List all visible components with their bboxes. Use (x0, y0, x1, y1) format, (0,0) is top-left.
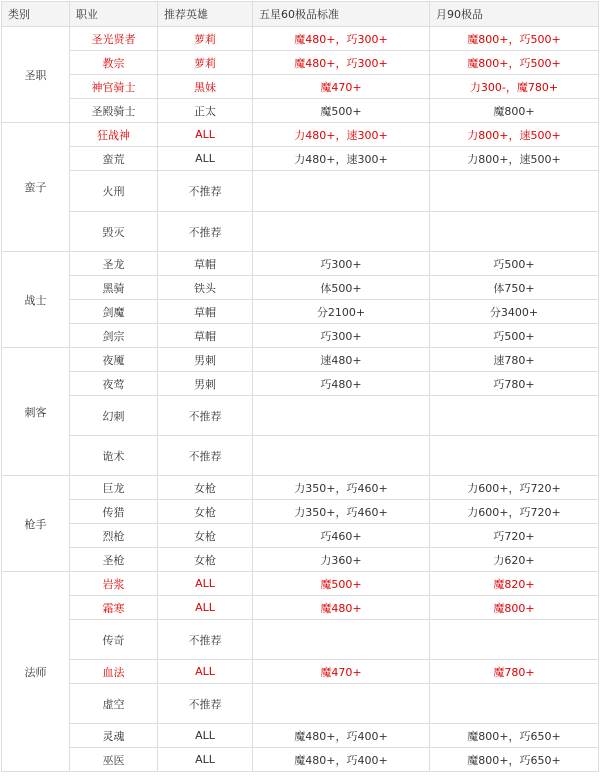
header-recommended-hero: 推荐英雄 (158, 2, 253, 27)
table-body (2, 27, 599, 772)
table-row (2, 548, 599, 572)
job-cell: 狂战神 (70, 123, 158, 147)
table-row (2, 300, 599, 324)
job-cell: 黑骑 (70, 276, 158, 300)
table-row (2, 276, 599, 300)
table-row (2, 748, 599, 772)
five-star-60-cell: 分2100+ (253, 300, 430, 324)
header-month-90: 月90极品 (430, 2, 599, 27)
month-90-cell (430, 171, 599, 212)
five-star-60-cell: 巧480+ (253, 372, 430, 396)
job-cell: 传奇 (70, 620, 158, 660)
table-row (2, 171, 599, 212)
category-cell: 战士 (2, 252, 70, 348)
hero-cell: 黑妹 (158, 75, 253, 99)
job-cell: 巫医 (70, 748, 158, 772)
five-star-60-cell: 力360+ (253, 548, 430, 572)
hero-cell: ALL (158, 724, 253, 748)
table-row (2, 596, 599, 620)
five-star-60-cell: 魔480+，巧400+ (253, 724, 430, 748)
job-cell: 夜莺 (70, 372, 158, 396)
hero-cell: 草帽 (158, 252, 253, 276)
hero-cell: 铁头 (158, 276, 253, 300)
hero-cell: ALL (158, 572, 253, 596)
job-cell: 巨龙 (70, 476, 158, 500)
table-row (2, 147, 599, 171)
five-star-60-cell: 力480+，速300+ (253, 123, 430, 147)
job-cell: 教宗 (70, 51, 158, 75)
job-cell: 神官骑士 (70, 75, 158, 99)
month-90-cell: 力300-，魔780+ (430, 75, 599, 99)
month-90-cell: 魔800+ (430, 596, 599, 620)
job-cell: 圣枪 (70, 548, 158, 572)
table-row (2, 99, 599, 123)
month-90-cell (430, 436, 599, 476)
hero-cell: 不推荐 (158, 620, 253, 660)
table-row (2, 123, 599, 147)
job-cell: 圣光贤者 (70, 27, 158, 51)
five-star-60-cell: 魔480+，巧300+ (253, 51, 430, 75)
table-row (2, 324, 599, 348)
five-star-60-cell (253, 171, 430, 212)
hero-cell: ALL (158, 123, 253, 147)
month-90-cell: 魔800+，巧650+ (430, 748, 599, 772)
five-star-60-cell (253, 620, 430, 660)
month-90-cell: 魔820+ (430, 572, 599, 596)
five-star-60-cell: 巧460+ (253, 524, 430, 548)
table-row (2, 572, 599, 596)
five-star-60-cell: 力350+，巧460+ (253, 476, 430, 500)
job-cell: 虚空 (70, 684, 158, 724)
five-star-60-cell: 魔480+，巧400+ (253, 748, 430, 772)
table-row (2, 684, 599, 724)
table-row (2, 396, 599, 436)
table-row (2, 252, 599, 276)
month-90-cell: 力800+，速500+ (430, 123, 599, 147)
month-90-cell: 魔800+ (430, 99, 599, 123)
month-90-cell: 体750+ (430, 276, 599, 300)
table-row (2, 372, 599, 396)
job-cell: 蛮荒 (70, 147, 158, 171)
job-cell: 剑宗 (70, 324, 158, 348)
five-star-60-cell: 力350+，巧460+ (253, 500, 430, 524)
hero-cell: 女枪 (158, 548, 253, 572)
job-cell: 圣殿骑士 (70, 99, 158, 123)
hero-cell: 草帽 (158, 324, 253, 348)
month-90-cell: 魔800+，巧500+ (430, 51, 599, 75)
header-five-star-60: 五星60极品标准 (253, 2, 430, 27)
job-cell: 岩浆 (70, 572, 158, 596)
header-category: 类别 (2, 2, 70, 27)
month-90-cell: 力620+ (430, 548, 599, 572)
hero-cell: 男刺 (158, 372, 253, 396)
five-star-60-cell (253, 396, 430, 436)
five-star-60-cell: 速480+ (253, 348, 430, 372)
hero-cell: 正太 (158, 99, 253, 123)
category-cell: 刺客 (2, 348, 70, 476)
job-cell: 夜魇 (70, 348, 158, 372)
month-90-cell (430, 212, 599, 252)
hero-cell: 女枪 (158, 476, 253, 500)
month-90-cell: 巧720+ (430, 524, 599, 548)
table-row (2, 620, 599, 660)
hero-cell: 女枪 (158, 500, 253, 524)
header-row (2, 2, 599, 27)
category-cell: 圣职 (2, 27, 70, 123)
table-row (2, 660, 599, 684)
job-cell: 幻刺 (70, 396, 158, 436)
five-star-60-cell: 魔470+ (253, 660, 430, 684)
month-90-cell: 巧500+ (430, 252, 599, 276)
five-star-60-cell: 巧300+ (253, 324, 430, 348)
month-90-cell: 速780+ (430, 348, 599, 372)
hero-cell: 不推荐 (158, 436, 253, 476)
job-cell: 烈枪 (70, 524, 158, 548)
month-90-cell: 分3400+ (430, 300, 599, 324)
month-90-cell: 力600+，巧720+ (430, 476, 599, 500)
table-row (2, 51, 599, 75)
month-90-cell: 力600+，巧720+ (430, 500, 599, 524)
hero-cell: 萝莉 (158, 51, 253, 75)
job-cell: 诡术 (70, 436, 158, 476)
five-star-60-cell: 魔470+ (253, 75, 430, 99)
job-cell: 霜寒 (70, 596, 158, 620)
table-row (2, 476, 599, 500)
hero-cell: 萝莉 (158, 27, 253, 51)
job-cell: 剑魔 (70, 300, 158, 324)
hero-cell: ALL (158, 596, 253, 620)
five-star-60-cell: 巧300+ (253, 252, 430, 276)
job-cell: 毁灭 (70, 212, 158, 252)
five-star-60-cell: 力480+，速300+ (253, 147, 430, 171)
five-star-60-cell: 魔500+ (253, 99, 430, 123)
build-standard-table (1, 1, 599, 772)
table-row (2, 500, 599, 524)
hero-cell: 不推荐 (158, 684, 253, 724)
five-star-60-cell: 魔500+ (253, 572, 430, 596)
hero-cell: ALL (158, 147, 253, 171)
month-90-cell: 巧780+ (430, 372, 599, 396)
hero-cell: 女枪 (158, 524, 253, 548)
five-star-60-cell: 体500+ (253, 276, 430, 300)
job-cell: 圣龙 (70, 252, 158, 276)
category-cell: 蛮子 (2, 123, 70, 252)
job-cell: 火刑 (70, 171, 158, 212)
hero-cell: ALL (158, 660, 253, 684)
job-cell: 血法 (70, 660, 158, 684)
table-row (2, 75, 599, 99)
hero-cell: ALL (158, 748, 253, 772)
hero-cell: 不推荐 (158, 396, 253, 436)
five-star-60-cell: 魔480+ (253, 596, 430, 620)
table-row (2, 436, 599, 476)
month-90-cell: 魔800+，巧650+ (430, 724, 599, 748)
table-row (2, 524, 599, 548)
table-row (2, 348, 599, 372)
month-90-cell (430, 684, 599, 724)
job-cell: 传猎 (70, 500, 158, 524)
job-cell: 灵魂 (70, 724, 158, 748)
hero-cell: 草帽 (158, 300, 253, 324)
month-90-cell (430, 396, 599, 436)
hero-cell: 男刺 (158, 348, 253, 372)
month-90-cell: 力800+，速500+ (430, 147, 599, 171)
month-90-cell: 魔800+，巧500+ (430, 27, 599, 51)
month-90-cell: 魔780+ (430, 660, 599, 684)
table-row (2, 724, 599, 748)
category-cell: 枪手 (2, 476, 70, 572)
month-90-cell (430, 620, 599, 660)
table-row (2, 212, 599, 252)
category-cell: 法师 (2, 572, 70, 772)
five-star-60-cell (253, 212, 430, 252)
five-star-60-cell: 魔480+，巧300+ (253, 27, 430, 51)
five-star-60-cell (253, 436, 430, 476)
month-90-cell: 巧500+ (430, 324, 599, 348)
table-row (2, 27, 599, 51)
hero-cell: 不推荐 (158, 212, 253, 252)
five-star-60-cell (253, 684, 430, 724)
hero-cell: 不推荐 (158, 171, 253, 212)
header-job: 职业 (70, 2, 158, 27)
